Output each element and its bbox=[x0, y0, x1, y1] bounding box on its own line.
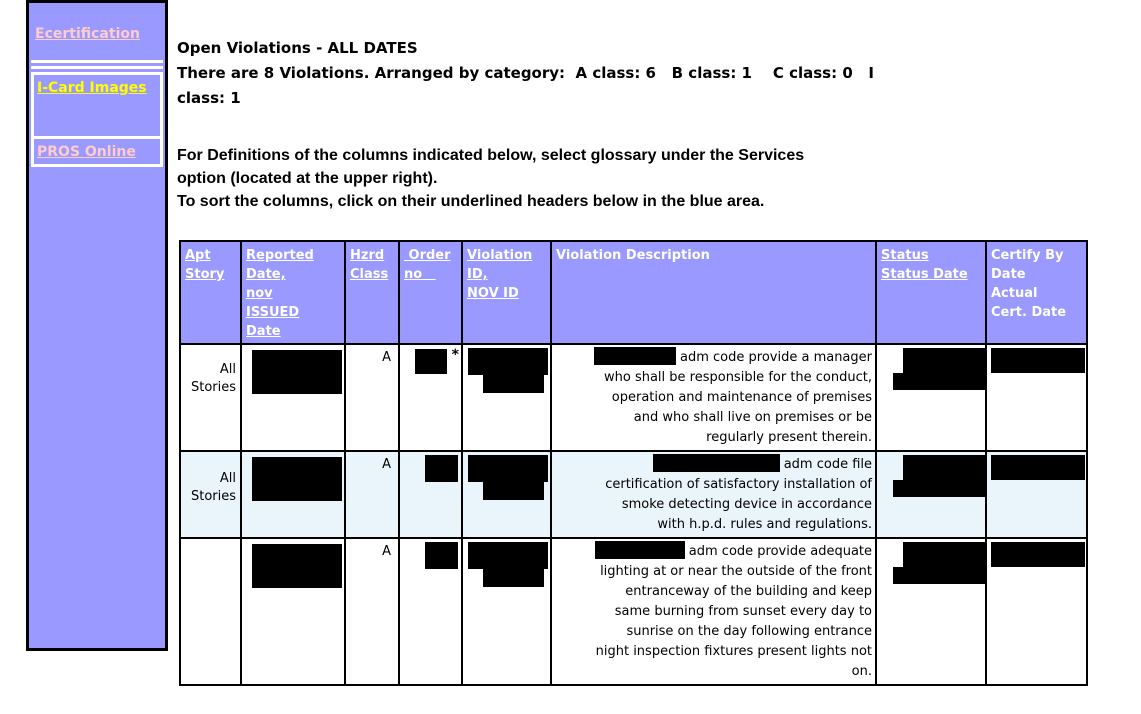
redacted-value bbox=[595, 541, 685, 559]
instructions bbox=[177, 144, 1093, 213]
status-cell bbox=[876, 344, 986, 451]
redacted-value bbox=[468, 455, 548, 482]
violation-id-cell bbox=[462, 538, 551, 685]
redacted-value bbox=[425, 455, 458, 482]
order-no-cell bbox=[399, 451, 462, 538]
status-cell bbox=[876, 451, 986, 538]
sidebar-separator bbox=[31, 60, 163, 69]
violation-row bbox=[180, 538, 1087, 685]
violations-table bbox=[179, 240, 1088, 686]
redacted-value bbox=[903, 542, 986, 567]
sidebar-link-ecertification[interactable]: Ecertification bbox=[35, 26, 140, 42]
apt-story-cell bbox=[180, 538, 241, 685]
sidebar-panel-pros bbox=[31, 136, 163, 167]
column-header-certify: Certify By Date Actual Cert. Date bbox=[986, 241, 1087, 344]
violation-description-cell: adm code provide a manager who shall be responsible for the conduct, operation and maintenance of premises and who shall live on premises or be regularly present therein. bbox=[551, 344, 876, 451]
violation-description-cell: adm code provide adequate lighting at or near the outside of the front entranceway of the building and keep same burning from sunset every day to sunrise on the day following entrance night inspection fixtures present lights not on. bbox=[551, 538, 876, 685]
violations-table-wrap bbox=[179, 240, 1088, 686]
redacted-value bbox=[252, 544, 342, 588]
main-content bbox=[177, 36, 1093, 213]
redacted-value bbox=[468, 348, 548, 375]
redacted-value bbox=[991, 455, 1085, 480]
redacted-value bbox=[903, 348, 986, 373]
redacted-value bbox=[252, 457, 342, 501]
sidebar-link-pros-online[interactable]: PROS Online bbox=[37, 144, 136, 160]
certify-cell bbox=[986, 451, 1087, 538]
redacted-value bbox=[415, 349, 447, 374]
sidebar bbox=[26, 0, 168, 651]
instructions-line1: For Definitions of the columns indicated below, select glossary under the Services bbox=[177, 147, 805, 164]
order-asterisk: * bbox=[451, 347, 459, 363]
redacted-value bbox=[903, 455, 986, 480]
reported-date-cell bbox=[241, 538, 345, 685]
redacted-value bbox=[893, 567, 985, 584]
redacted-value bbox=[653, 454, 780, 472]
sidebar-link-icard-images[interactable]: I-Card Images bbox=[37, 80, 147, 96]
column-header-status[interactable]: Status Status Date bbox=[876, 241, 986, 344]
sidebar-panel-icard bbox=[31, 72, 163, 139]
page-title: Open Violations - ALL DATES bbox=[177, 39, 418, 57]
hzrd-class-cell: A bbox=[345, 451, 399, 538]
redacted-value bbox=[483, 569, 544, 587]
table-header-row bbox=[180, 241, 1087, 344]
redacted-value bbox=[425, 542, 458, 569]
order-no-cell bbox=[399, 344, 462, 451]
instructions-line3: To sort the columns, click on their underlined headers below in the blue area. bbox=[177, 193, 765, 210]
violations-summary-line2: class: 1 bbox=[177, 89, 241, 107]
redacted-value bbox=[991, 348, 1085, 373]
column-header-apt-story[interactable]: Apt Story bbox=[180, 241, 241, 344]
redacted-value bbox=[991, 542, 1085, 567]
violation-id-cell bbox=[462, 344, 551, 451]
redacted-value bbox=[893, 373, 985, 390]
apt-story-cell: All Stories bbox=[180, 451, 241, 538]
column-header-hzrd-class[interactable]: Hzrd Class bbox=[345, 241, 399, 344]
redacted-value bbox=[252, 350, 342, 394]
column-header-reported-date[interactable]: Reported Date, nov ISSUED Date bbox=[241, 241, 345, 344]
redacted-value bbox=[468, 542, 548, 569]
column-header-violation-description: Violation Description bbox=[551, 241, 876, 344]
reported-date-cell bbox=[241, 344, 345, 451]
reported-date-cell bbox=[241, 451, 345, 538]
redacted-value bbox=[483, 375, 544, 393]
violation-row bbox=[180, 344, 1087, 451]
redacted-value bbox=[483, 482, 544, 500]
certify-cell bbox=[986, 344, 1087, 451]
hzrd-class-cell: A bbox=[345, 538, 399, 685]
instructions-line2: option (located at the upper right). bbox=[177, 170, 438, 187]
column-header-order-no[interactable]: Order no bbox=[399, 241, 462, 344]
apt-story-cell: All Stories bbox=[180, 344, 241, 451]
column-header-violation-id[interactable]: Violation ID, NOV ID bbox=[462, 241, 551, 344]
certify-cell bbox=[986, 538, 1087, 685]
redacted-value bbox=[594, 347, 676, 365]
hzrd-class-cell: A bbox=[345, 344, 399, 451]
status-cell bbox=[876, 538, 986, 685]
violation-row bbox=[180, 451, 1087, 538]
violation-description-cell: adm code file certification of satisfactory installation of smoke detecting device in accordance with h.p.d. rules and regulations. bbox=[551, 451, 876, 538]
redacted-value bbox=[893, 480, 985, 497]
violation-id-cell bbox=[462, 451, 551, 538]
violations-summary-line1: There are 8 Violations. Arranged by category: A class: 6 B class: 1 C class: 0 I bbox=[177, 64, 875, 82]
order-no-cell bbox=[399, 538, 462, 685]
